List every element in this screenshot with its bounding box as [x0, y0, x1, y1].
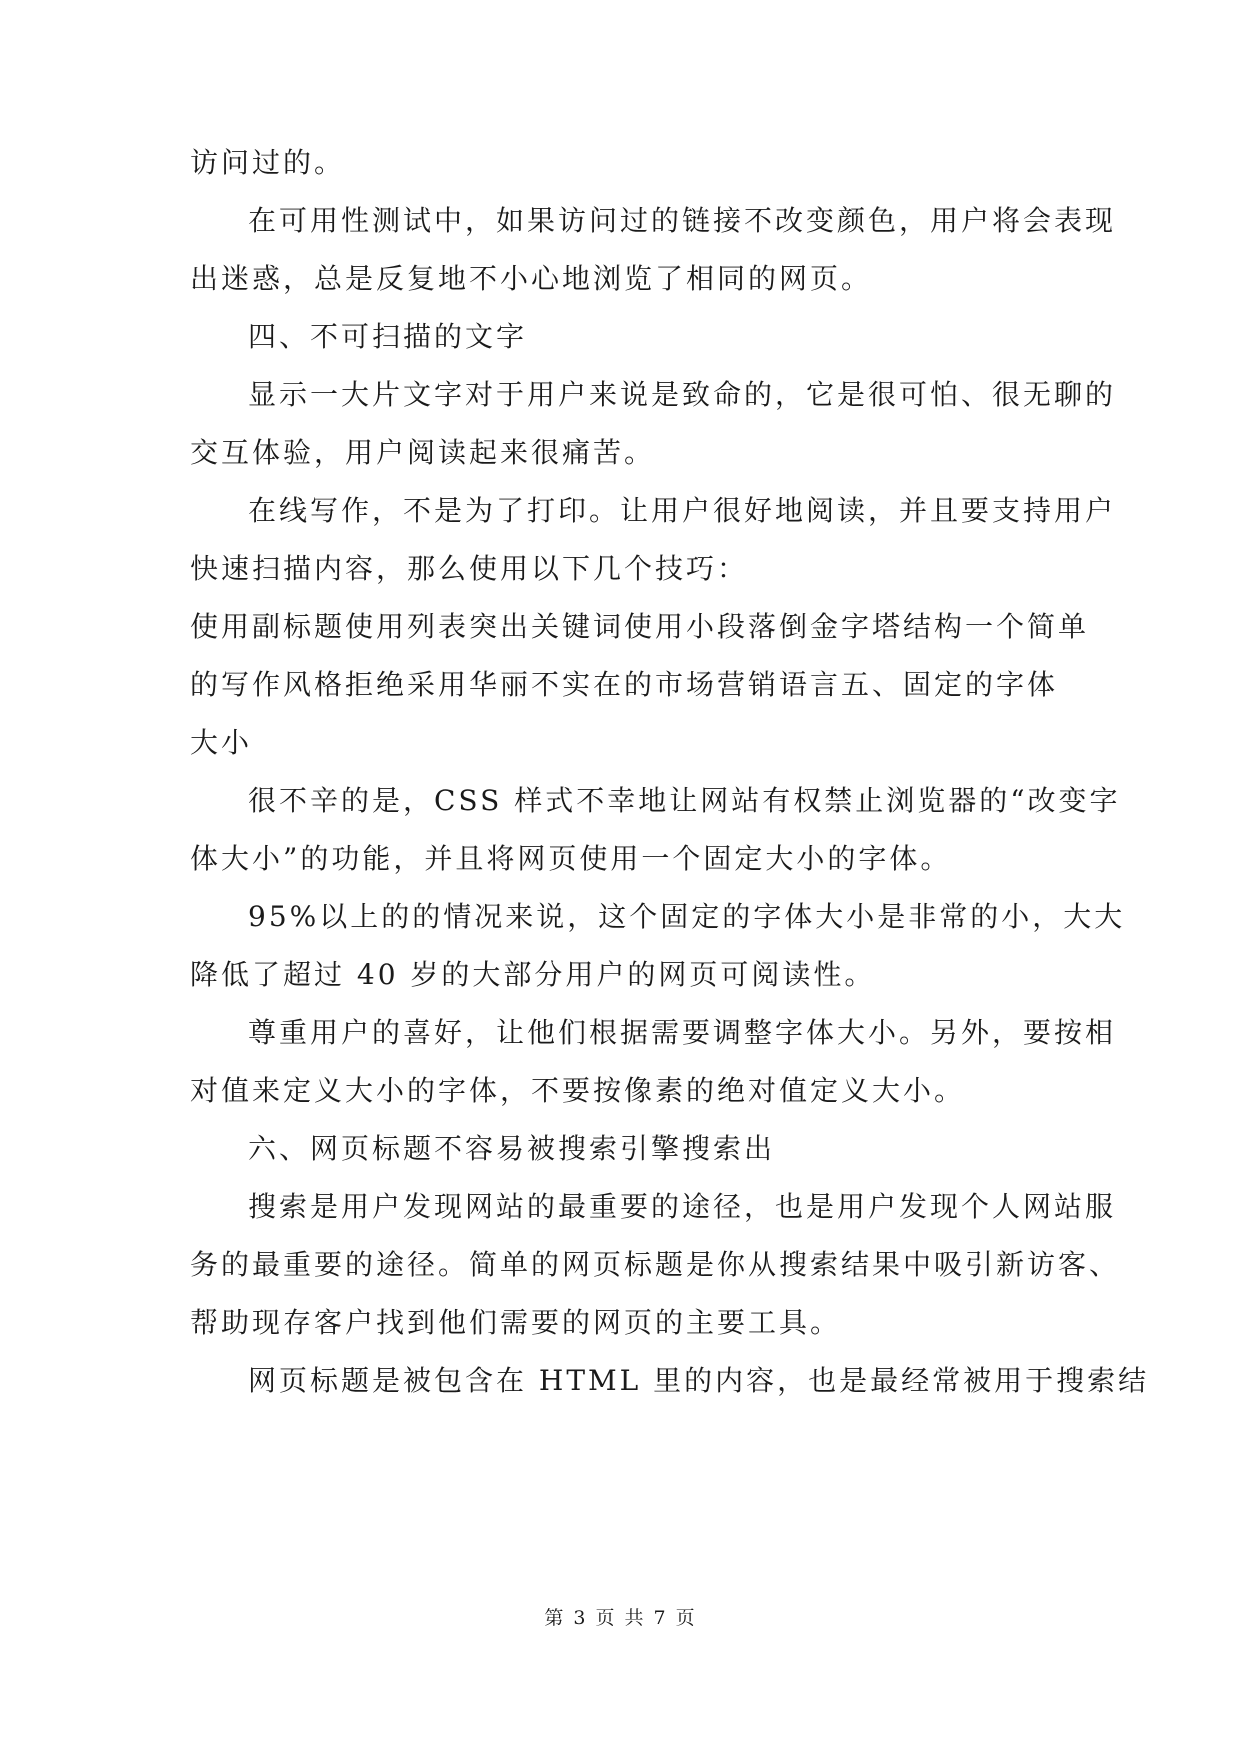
text-line: 在线写作，不是为了打印。让用户很好地阅读，并且要支持用户: [248, 494, 1117, 527]
section-heading: 四、不可扫描的文字: [248, 320, 528, 353]
text-line: 95%以上的的情况来说，这个固定的字体大小是非常的小，大大: [248, 900, 1126, 933]
text-line: 显示一大片文字对于用户来说是致命的，它是很可怕、很无聊的: [248, 378, 1117, 411]
text-line: 搜索是用户发现网站的最重要的途径，也是用户发现个人网站服: [248, 1190, 1117, 1223]
text-line: 对值来定义大小的字体，不要按像素的绝对值定义大小。: [190, 1074, 966, 1107]
text-line: 体大小”的功能，并且将网页使用一个固定大小的字体。: [190, 842, 952, 875]
text-line: 出迷惑，总是反复地不小心地浏览了相同的网页。: [190, 262, 873, 295]
text-line: 帮助现存客户找到他们需要的网页的主要工具。: [190, 1306, 842, 1339]
text-line: 访问过的。: [190, 146, 346, 179]
text-line-split: [190, 665, 1059, 705]
page-number-footer: 第 3 页 共 7 页: [544, 1607, 697, 1629]
text-line: 降低了超过 40 岁的大部分用户的网页可阅读性。: [190, 958, 876, 991]
text-line: 尊重用户的喜好，让他们根据需要调整字体大小。另外，要按相: [248, 1016, 1117, 1049]
text-fragment: 的写作风格拒绝采用华丽不实在的市场营销语言: [190, 668, 842, 701]
text-line: 网页标题是被包含在 HTML 里的内容，也是最经常被用于搜索结: [248, 1364, 1150, 1397]
text-line: 很不辛的是，CSS 样式不幸地让网站有权禁止浏览器的“改变字: [248, 784, 1121, 817]
text-line: 交互体验，用户阅读起来很痛苦。: [190, 436, 656, 469]
text-line: 使用副标题使用列表突出关键词使用小段落倒金字塔结构一个简单: [190, 610, 1090, 643]
section-heading: 五、固定的字体: [841, 668, 1059, 701]
text-line: 务的最重要的途径。简单的网页标题是你从搜索结果中吸引新访客、: [190, 1248, 1121, 1281]
text-line: 快速扫描内容，那么使用以下几个技巧：: [190, 552, 749, 585]
section-heading-continued: 大小: [190, 726, 253, 759]
section-heading: 六、网页标题不容易被搜索引擎搜索出: [248, 1132, 776, 1165]
text-line: 在可用性测试中，如果访问过的链接不改变颜色，用户将会表现: [248, 204, 1117, 237]
